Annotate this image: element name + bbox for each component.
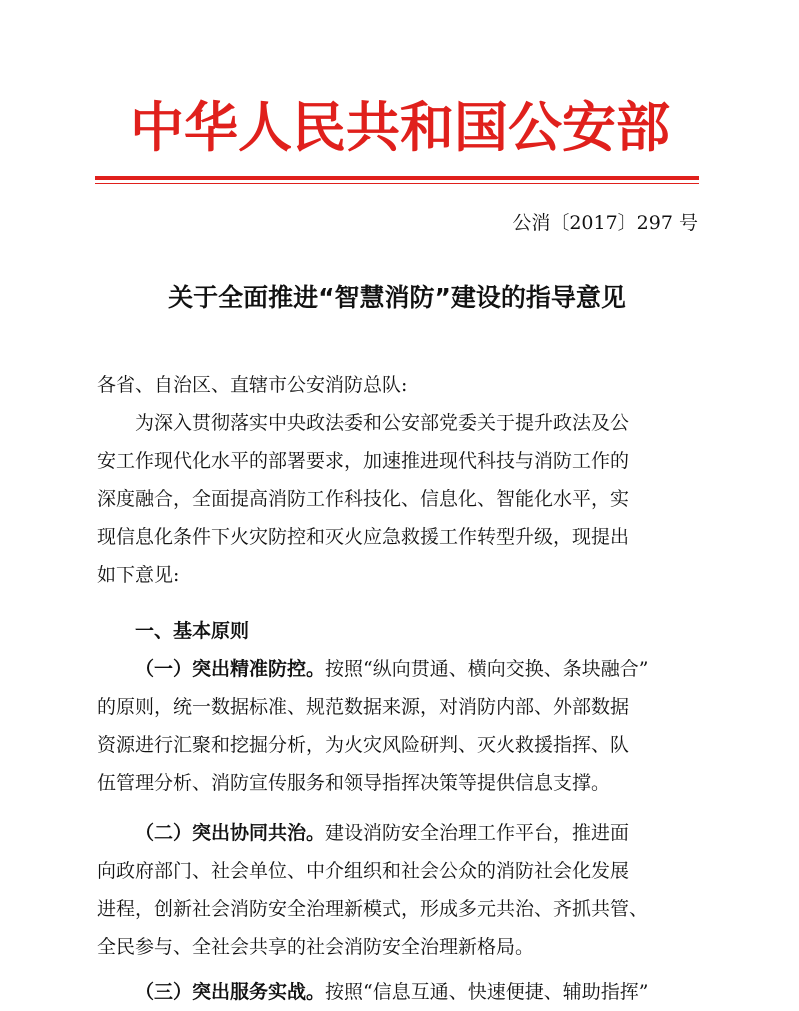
document-number: 公消〔2017〕297 号 xyxy=(512,212,698,234)
principle-item-1-first-line xyxy=(97,650,701,688)
principle-item-1-line: 的原则，统一数据标准、规范数据来源，对消防内部、外部数据 xyxy=(97,696,630,718)
header-divider-thick xyxy=(95,176,699,180)
intro-paragraph xyxy=(97,404,701,594)
recipient-line: 各省、自治区、直辖市公安消防总队: xyxy=(97,374,408,396)
intro-line: 现信息化条件下火灾防控和灭火应急救援工作转型升级，现提出 xyxy=(97,526,630,548)
section-heading-basic-principles: 一、基本原则 xyxy=(135,620,250,642)
principle-item-2-first-line xyxy=(97,814,701,852)
intro-line: 为深入贯彻落实中央政法委和公安部党委关于提升政法及公 xyxy=(135,412,630,434)
intro-line: 如下意见: xyxy=(97,564,180,586)
principle-item-1-line: 资源进行汇聚和挖掘分析，为火灾风险研判、灭火救援指挥、队 xyxy=(97,734,630,756)
header-divider-thin xyxy=(95,183,699,184)
principle-item-2-lead: （二）突出协同共治。 xyxy=(135,822,326,844)
issuing-organization-header: 中华人民共和国公安部 xyxy=(130,95,670,159)
principle-item-3 xyxy=(97,973,701,1011)
principle-item-2-first-text: 建设消防安全治理工作平台，推进面 xyxy=(325,822,630,844)
principle-item-2-line: 进程，创新社会消防安全治理新模式，形成多元共治、齐抓共管、 xyxy=(97,898,649,920)
principle-item-1 xyxy=(97,650,701,802)
principle-item-1-first-text: 按照“纵向贯通、横向交换、条块融合” xyxy=(325,658,649,680)
principle-item-1-lead: （一）突出精准防控。 xyxy=(135,658,326,680)
principle-item-2-line: 向政府部门、社会单位、中介组织和社会公众的消防社会化发展 xyxy=(97,860,630,882)
intro-line: 安工作现代化水平的部署要求，加速推进现代科技与消防工作的 xyxy=(97,450,630,472)
principle-item-1-line: 伍管理分析、消防宣传服务和领导指挥决策等提供信息支撑。 xyxy=(97,772,611,794)
principle-item-2 xyxy=(97,814,701,966)
document-title: 关于全面推进“智慧消防”建设的指导意见 xyxy=(168,283,626,312)
intro-line: 深度融合，全面提高消防工作科技化、信息化、智能化水平，实 xyxy=(97,488,630,510)
principle-item-3-first-line xyxy=(97,973,701,1011)
principle-item-3-lead: （三）突出服务实战。 xyxy=(135,981,326,1003)
principle-item-3-first-text: 按照“信息互通、快速便捷、辅助指挥” xyxy=(325,981,649,1003)
principle-item-2-line: 全民参与、全社会共享的社会消防安全治理新格局。 xyxy=(97,936,535,958)
